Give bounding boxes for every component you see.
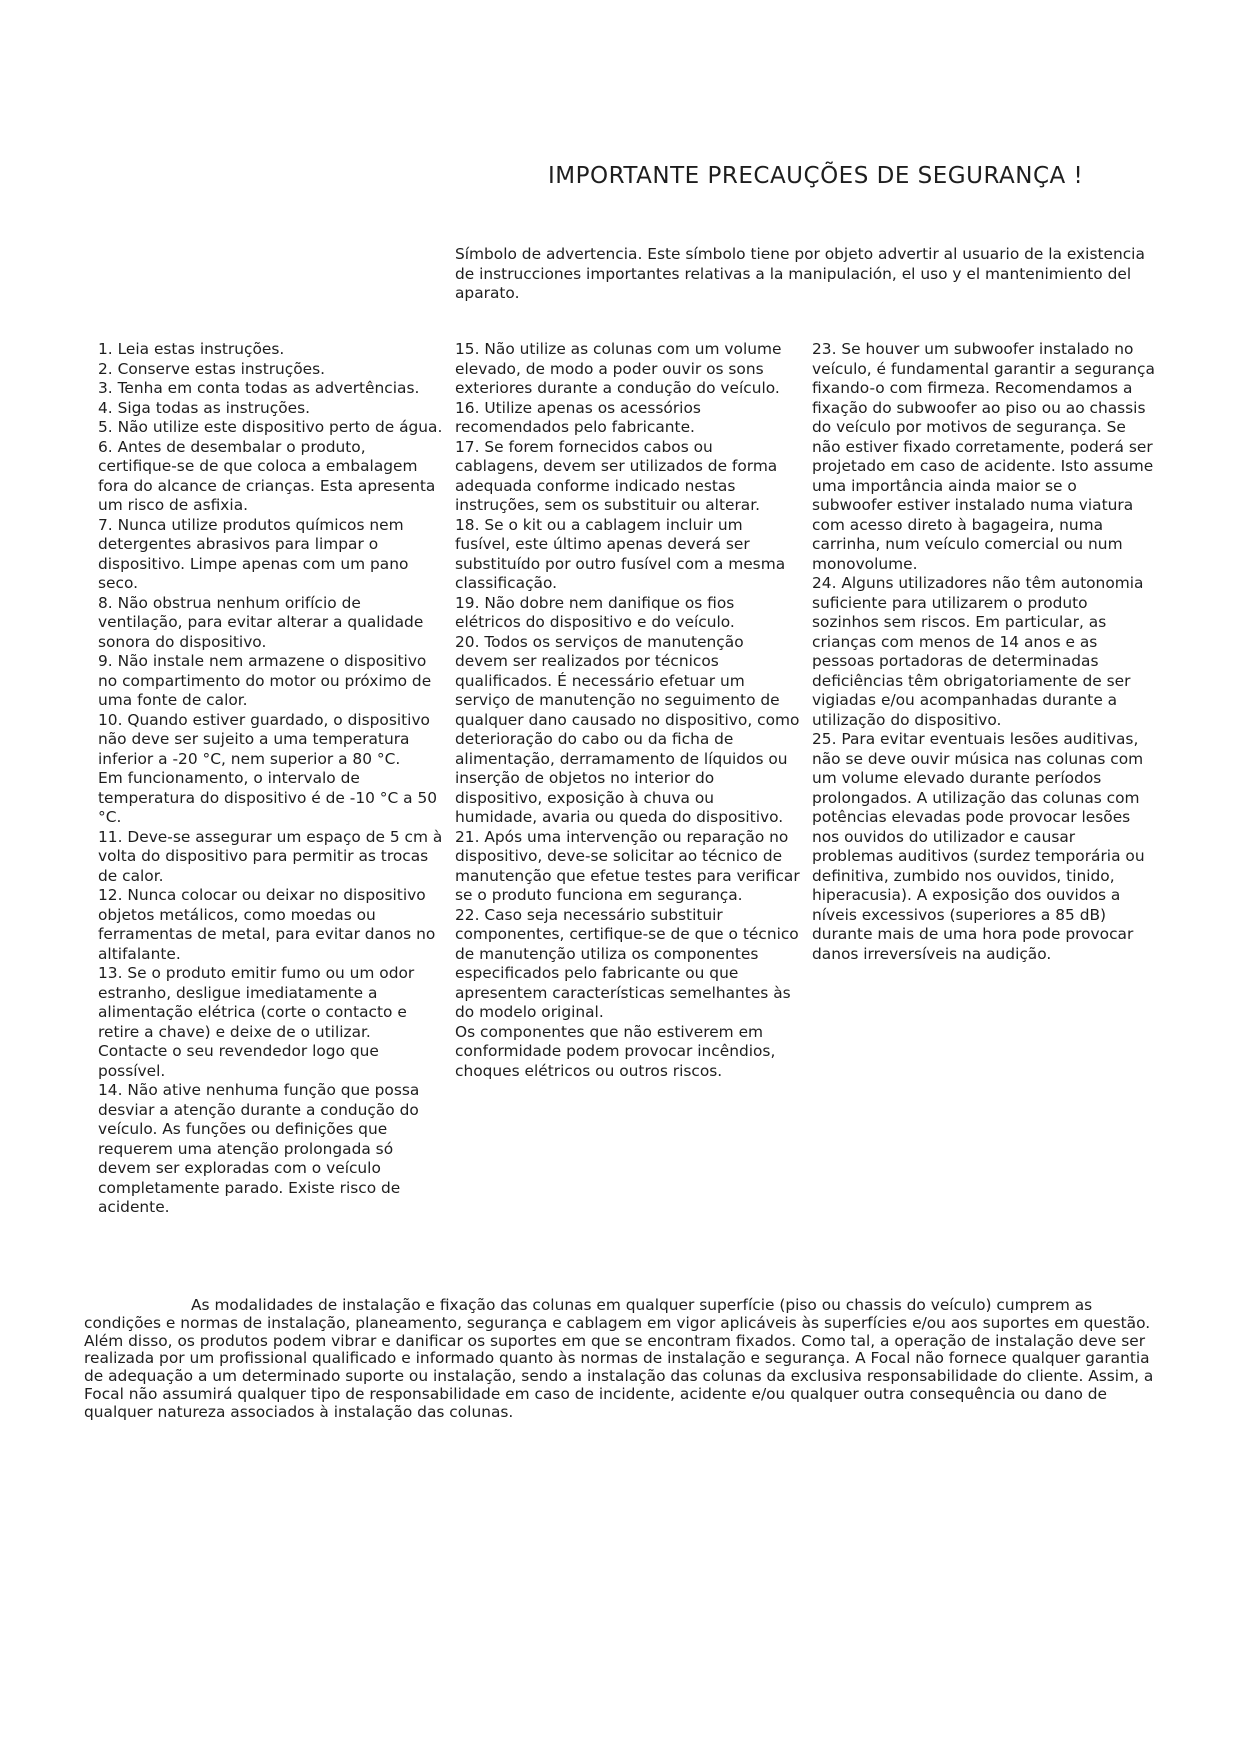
precaution-item: 22. Caso seja necessário substituir componentes, certifique-se de que o técnico de manutenção utiliza os componentes especificados pelo fabricante ou que apresentem características semelhantes às do modelo original. — [455, 905, 799, 1021]
precaution-item: 18. Se o kit ou a cablagem incluir um fusível, este último apenas deverá ser substituído por outro fusível com a mesma classificação. — [455, 515, 786, 592]
precaution-item: 2. Conserve estas instruções. — [98, 359, 326, 378]
warning-symbol-note: Símbolo de advertencia. Este símbolo tiene por objeto advertir al usuario de la existencia de instrucciones importantes relativas a la manipulación, el uso y el mantenimiento del aparato. — [455, 245, 1145, 302]
precaution-item: 5. Não utilize este dispositivo perto de água. — [98, 418, 443, 436]
precaution-item: Em funcionamento, o intervalo de temperatura do dispositivo é de -10 °C a 50 °C. — [98, 769, 438, 826]
precaution-item: 24. Alguns utilizadores não têm autonomia suficiente para utilizarem o produto sozinhos sem riscos. Em particular, as crianças com menos de 14 anos e as pessoas portadoras de determinadas deficiências têm obrigatoriamente de ser vigiadas e/ou acompanhadas durante a utilização do dispositivo. — [812, 574, 1144, 729]
installation-disclaimer: As modalidades de instalação e fixação das colunas em qualquer superfície (piso ou chassis do veículo) cumprem as condições e normas de instalação, planeamento, segurança e cablagem em vigor aplicáveis às superfícies e/ou aos suportes em questão. Além disso, os produtos podem vibrar e danificar os suportes em que se encontram fixados. Como tal, a operação de instalação deve ser realizada por um profissional qualificado e informado quanto às normas de instalação e segurança. A Focal não fornece qualquer garantia de adequação a um determinado suporte ou instalação, sendo a instalação das colunas da exclusiva responsabilidade do cliente. Assim, a Focal não assumirá qualquer tipo de responsabilidade em caso de incidente, acidente e/ou qualquer outra consequência ou dano de qualquer natureza associados à instalação das colunas. — [84, 1296, 1154, 1421]
precautions-column-2 — [455, 340, 800, 1081]
precaution-item: 13. Se o produto emitir fumo ou um odor estranho, desligue imediatamente a alimentação elétrica (corte o contacto e retire a chave) e deixe de o utilizar. Contacte o seu revendedor logo que possível. — [98, 964, 415, 1080]
precaution-item: 15. Não utilize as colunas com um volume elevado, de modo a poder ouvir os sons exteriores durante a condução do veículo. — [455, 340, 782, 397]
precaution-item: 23. Se houver um subwoofer instalado no veículo, é fundamental garantir a segurança fixando-o com firmeza. Recomendamos a fixação do subwoofer ao piso ou ao chassis do veículo por motivos de segurança. Se não estiver fixado corretamente, poderá ser projetado em caso de acidente. Isto assume uma importância ainda maior se o subwoofer estiver instalado numa viatura com acesso direto à bagageira, numa carrinha, num veículo comercial ou num monovolume. — [812, 340, 1155, 573]
precaution-item: 3. Tenha em conta todas as advertências. — [98, 379, 420, 397]
precautions-column-3 — [812, 340, 1157, 964]
precaution-item: 8. Não obstrua nenhum orifício de ventilação, para evitar alterar a qualidade sonora do dispositivo. — [98, 593, 424, 651]
precaution-item: 7. Nunca utilize produtos químicos nem detergentes abrasivos para limpar o dispositivo. Limpe apenas com um pano seco. — [98, 515, 409, 592]
precaution-item: Os componentes que não estiverem em conformidade podem provocar incêndios, choques elétricos ou outros riscos. — [455, 1022, 776, 1080]
precaution-item: 10. Quando estiver guardado, o dispositivo não deve ser sujeito a uma temperatura inferior a -20 °C, nem superior a 80 °C. — [98, 710, 430, 768]
precaution-item: 11. Deve-se assegurar um espaço de 5 cm à volta do dispositivo para permitir as trocas de calor. — [98, 827, 443, 885]
page-title: IMPORTANTE PRECAUÇÕES DE SEGURANÇA ! — [548, 163, 1084, 189]
precaution-item: 20. Todos os serviços de manutenção devem ser realizados por técnicos qualificados. É necessário efetuar um serviço de manutenção no seguimento de qualquer dano causado no dispositivo, como deterioração do cabo ou da ficha de alimentação, derramamento de líquidos ou inserção de objetos no interior do dispositivo, exposição à chuva ou humidade, avaria ou queda do dispositivo. — [455, 632, 800, 826]
precaution-item: 21. Após uma intervenção ou reparação no dispositivo, deve-se solicitar ao técnico de manutenção que efetue testes para verificar se o produto funciona em segurança. — [455, 827, 800, 904]
precautions-column-1 — [98, 340, 443, 1218]
precaution-item: 17. Se forem fornecidos cabos ou cablagens, devem ser utilizados de forma adequada conforme indicado nestas instruções, sem os substituir ou alterar. — [455, 437, 778, 514]
precaution-item: 16. Utilize apenas os acessórios recomendados pelo fabricante. — [455, 398, 701, 436]
precaution-item: 19. Não dobre nem danifique os fios elétricos do dispositivo e do veículo. — [455, 593, 735, 631]
precaution-item: 9. Não instale nem armazene o dispositivo no compartimento do motor ou próximo de uma fonte de calor. — [98, 652, 432, 709]
precaution-item: 1. Leia estas instruções. — [98, 340, 285, 358]
precaution-item: 14. Não ative nenhuma função que possa desviar a atenção durante a condução do veículo. As funções ou definições que requerem uma atenção prolongada só devem ser exploradas com o veículo completamente parado. Existe risco de acidente. — [98, 1081, 420, 1216]
precaution-item: 6. Antes de desembalar o produto, certifique-se de que coloca a embalagem fora do alcance de crianças. Esta apresenta um risco de asfixia. — [98, 437, 436, 514]
precaution-item: 4. Siga todas as instruções. — [98, 398, 311, 417]
precaution-item: 12. Nunca colocar ou deixar no dispositivo objetos metálicos, como moedas ou ferramentas de metal, para evitar danos no altifalante. — [98, 886, 436, 963]
precaution-item: 25. Para evitar eventuais lesões auditivas, não se deve ouvir música nas colunas com um volume elevado durante períodos prolongados. A utilização das colunas com potências elevadas pode provocar lesões nos ouvidos do utilizador e causar problemas auditivos (surdez temporária ou definitiva, zumbido nos ouvidos, tinido, hiperacusia). A exposição dos ouvidos a níveis excessivos (superiores a 85 dB) durante mais de uma hora pode provocar danos irreversíveis na audição. — [812, 730, 1145, 963]
